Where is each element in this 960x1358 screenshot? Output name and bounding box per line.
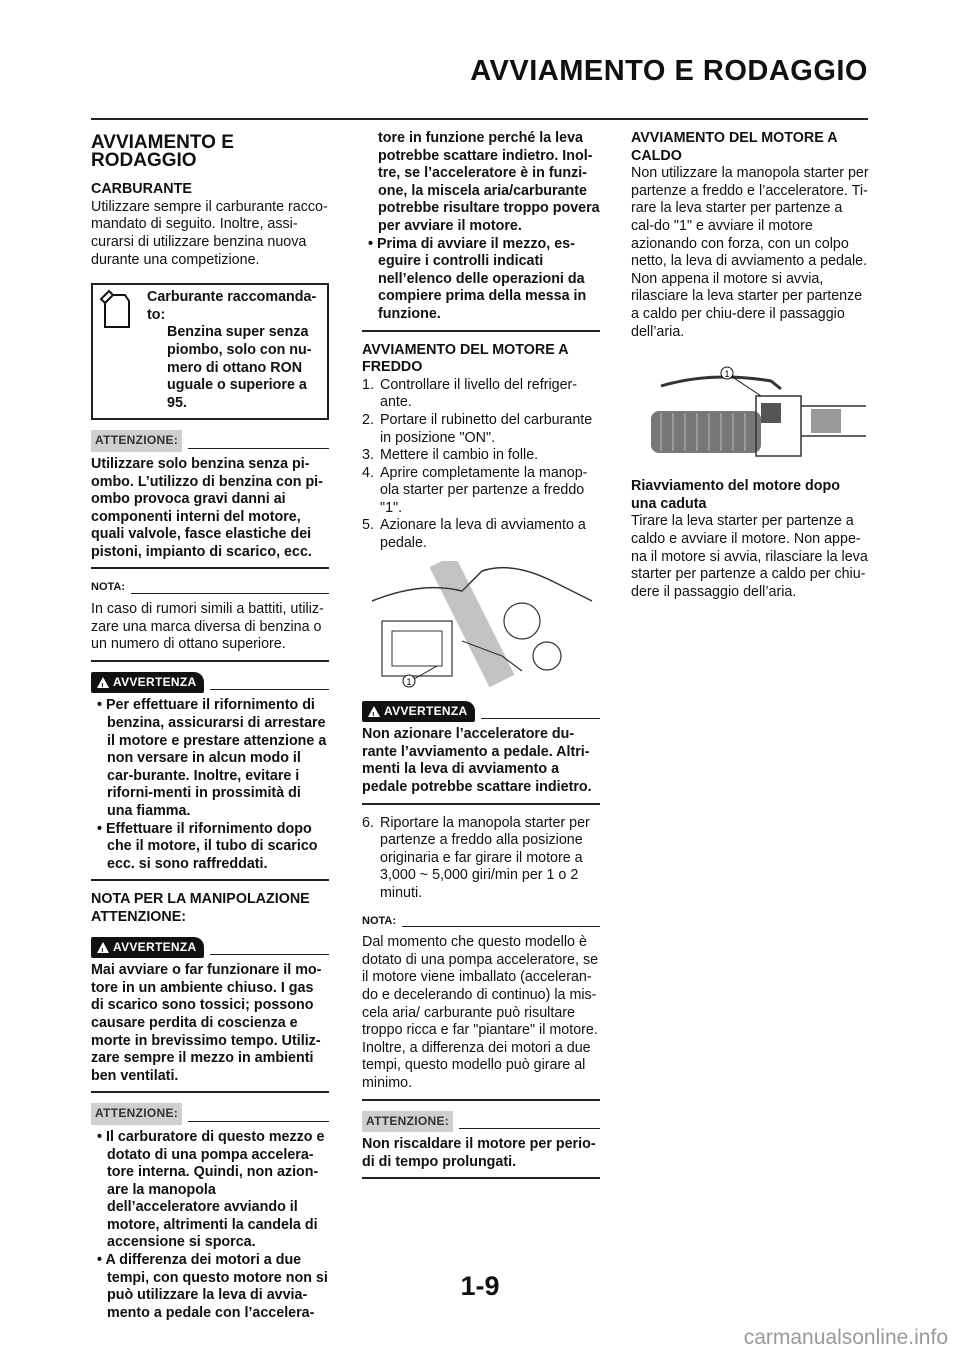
attention-header [362, 1111, 600, 1133]
page-number: 1-9 [460, 1271, 500, 1301]
warning-list [91, 697, 329, 873]
warning-triangle-icon [97, 677, 109, 688]
warm-start-heading: AVVIAMENTO DEL MOTORE A CALDO [631, 130, 837, 164]
cold-start-steps-cont [362, 815, 600, 903]
attention-label: ATTENZIONE: [362, 1111, 453, 1133]
header-rule [91, 118, 868, 120]
list-item: • Il carburatore di questo mezzo e dotato di una pompa accelera-tore interna. Quindi, non azion-are la manopola dell’acceleratore avviando il motore, altrimenti la candela di accensione si sporca. [91, 1129, 329, 1252]
list-item: • Prima di avviare il mezzo, es-eguire i controlli indicati nell’elenco delle operazioni da compiere prima della messa in funzione. [362, 236, 600, 324]
warning-triangle-icon [368, 706, 380, 717]
watermark: carmanualsonline.info [743, 1326, 948, 1349]
section-title: AVVIAMENTO E RODAGGIO [91, 132, 234, 171]
fuel-spec-box [91, 283, 329, 420]
manipulation-heading: NOTA PER LA MANIPOLAZIONE ATTENZIONE: [91, 891, 310, 925]
warning-header [362, 701, 600, 723]
list-item: • Per effettuare il rifornimento di benzina, assicurarsi di arrestare il motore e prestare attenzione a non versare in alcun modo il car-burante. Inoltre, evitare i riforni-menti in prossimità di una fiamma. [91, 697, 329, 820]
carburante-text: Utilizzare sempre il carburante racco-mandato di seguito. Inoltre, assi-curarsi di utilizzare benzina nuova durante una competizione. [91, 198, 328, 268]
attention-header [91, 430, 329, 452]
note-header [91, 579, 329, 597]
warning-label: ! AVVERTENZA [91, 672, 204, 694]
warning-text: Mai avviare o far funzionare il mo-tore in un ambiente chiuso. I gas di scarico sono tossici; possono causare perdita di coscienza e morte in brevissimo tempo. Utiliz-zare sempre il mezzo in ambienti ben ventilati. [91, 962, 322, 1084]
fuel-spec-body: Benzina super senza piombo, solo con nu-mero di ottano RON uguale o superiore a 95. [167, 324, 312, 411]
note-label: NOTA: [362, 914, 397, 927]
fall-restart-text: Tirare la leva starter per partenze a caldo e avviare il motore. Non appe-na il motore si avvia, rilasciare la leva starter per partenze a caldo per chiu-dere il passaggio dell’aria. [631, 513, 868, 600]
note-label: NOTA: [91, 581, 126, 594]
cold-start-heading: AVVIAMENTO DEL MOTORE A FREDDO [362, 341, 568, 376]
callout-1: 1 [406, 676, 412, 687]
step-item: 5. Azionare la leva di avviamento a pedale. [362, 517, 586, 552]
warning-triangle-icon [97, 942, 109, 953]
carburante-heading: CARBURANTE [91, 181, 192, 198]
list-item-continued: tore in funzione perché la leva potrebbe scattare indietro. Inol-tre, se l’acceleratore è in funzi-one, la miscela aria/carburante potrebbe risultare troppo povera per avviare il motore. [378, 130, 600, 234]
engine-cold-starter-illustration [362, 561, 600, 691]
warning-text: Non azionare l’acceleratore du-rante l’avviamento a pedale. Altri-menti la leva di avviamento a pedale potrebbe scattare indietro. [362, 726, 592, 796]
fuel-can-icon [99, 289, 133, 329]
attention-label: ATTENZIONE: [91, 430, 182, 452]
note-header [362, 913, 600, 931]
attention-text: Non riscaldare il motore per perio-di di tempo prolungati. [362, 1136, 596, 1170]
note-text: In caso di rumori simili a battiti, utiliz-zare una marca diversa di benzina o un numero di ottano superiore. [91, 601, 324, 653]
fuel-spec-title: Carburante raccomanda-to: [147, 289, 317, 323]
note-text: Dal momento che questo modello è dotato di una pompa acceleratore, se il motore viene imballato (acceleran-do e decelerando di continuo) la mis-cela aria/ carburante può risultare troppo ricca e far "piantare" il motore. Inoltre, a differenza dei motori a due tempi, questo modello può girare al minimo. [362, 934, 599, 1091]
column-1 [91, 130, 329, 1322]
column-3 [631, 130, 869, 601]
cold-start-steps [362, 377, 600, 553]
step-item: 2. Portare il rubinetto del carburante in posizione "ON". [362, 411, 593, 446]
attention-list-cont [362, 236, 600, 324]
attention-text: Utilizzare solo benzina senza pi-ombo. L’utilizzo di benzina con pi-ombo provoca gravi danni ai componenti interni del motore, quali valvole, fasce elastiche dei pistoni, impianto di scarico, ecc. [91, 455, 323, 560]
attention-header [91, 1103, 329, 1125]
fall-restart-heading: Riavviamento del motore dopo una caduta [631, 478, 840, 512]
step-item: 4. Aprire completamente la manop-ola starter per partenze a freddo "1". [362, 464, 588, 516]
warning-header [91, 672, 329, 694]
handlebar-hot-starter-illustration [631, 361, 869, 466]
step-item: 6. Riportare la manopola starter per partenze a freddo alla posizione originaria e far girare il motore a 3,000 ~ 5,000 giri/min per 1 o 2 minuti. [362, 814, 590, 901]
warning-label: ! AVVERTENZA [91, 937, 204, 959]
callout-1: 1 [724, 369, 730, 380]
column-2 [362, 130, 600, 1189]
step-item: 1. Controllare il livello del refriger-ante. [362, 376, 578, 411]
page-header-title: AVVIAMENTO E RODAGGIO [470, 55, 868, 87]
warning-header [91, 937, 329, 959]
step-item: 3. Mettere il cambio in folle. [362, 447, 539, 464]
list-item: • A differenza dei motori a due tempi, con questo motore non si può utilizzare la leva di avvia-mento a pedale con l’accelera- [91, 1252, 329, 1322]
attention-label: ATTENZIONE: [91, 1103, 182, 1125]
warm-start-text: Non utilizzare la manopola starter per partenze a freddo e l’acceleratore. Ti-rare la leva starter per partenze a cal-do "1" e avviare il motore azionando con forza, con un colpo netto, la leva di avviamento a pedale. Non appena il motore si avvia, rilasciare la leva starter per partenze a caldo per chiu-dere il passaggio dell’aria. [631, 165, 869, 340]
warning-label: ! AVVERTENZA [362, 701, 475, 723]
list-item: • Effettuare il rifornimento dopo che il motore, il tubo di scarico ecc. si sono raffreddati. [91, 821, 329, 874]
